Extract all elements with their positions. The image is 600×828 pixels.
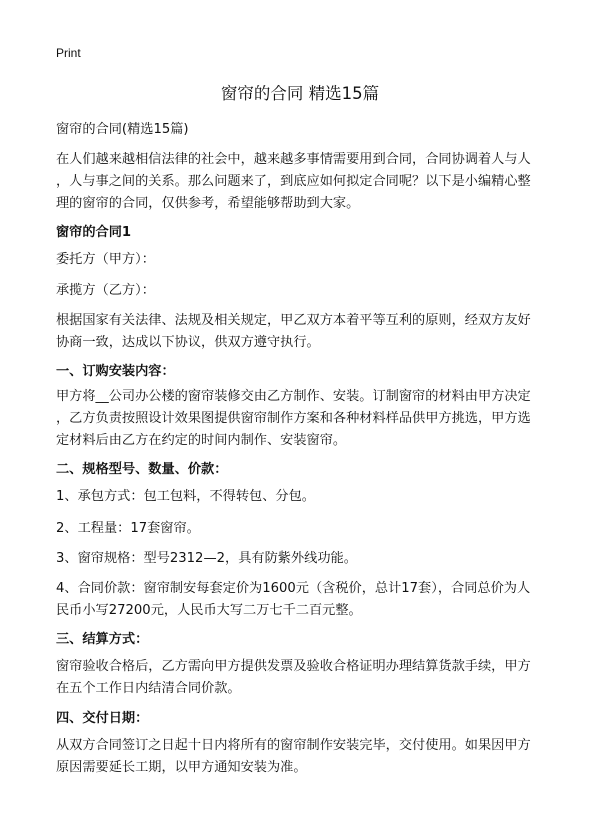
client-line: 委托方（甲方）： [56, 252, 155, 267]
document-subtitle: 窗帘的合同(精选15篇) [56, 122, 189, 137]
basis-line-1: 根据国家有关法律、法规及相关规定，甲乙双方本着平等互利的原则，经双方友好 [56, 313, 531, 328]
section-heading: 窗帘的合同1 [56, 225, 132, 240]
delivery-line-1: 从双方合同签订之日起十日内将所有的窗帘制作安装完毕，交付使用。如果因甲方 [56, 738, 531, 753]
spec-item-4-line-2: 民币小写27200元，人民币大写二万七千二百元整。 [56, 603, 362, 618]
intro-line-3: 理的窗帘的合同，仅供参考，希望能够帮助到大家。 [56, 196, 360, 211]
intro-line-2: ，人与事之间的关系。那么问题来了，到底应如何拟定合同呢？以下是小编精心整 [56, 174, 531, 189]
print-label[interactable]: Print [56, 46, 81, 60]
order-line-1: 甲方将__公司办公楼的窗帘装修交由乙方制作、安装。订制窗帘的材料由甲方决定 [56, 389, 531, 404]
heading-order: 一、订购安装内容： [56, 364, 175, 379]
basis-line-2: 协商一致，达成以下协议，供双方遵守执行。 [56, 335, 320, 350]
spec-item-2: 2、工程量：17套窗帘。 [56, 521, 200, 536]
spec-item-3: 3、窗帘规格：型号2312—2，具有防紫外线功能。 [56, 551, 357, 566]
document-title: 窗帘的合同 精选15篇 [220, 84, 380, 103]
heading-delivery: 四、交付日期： [56, 711, 149, 726]
intro-line-1: 在人们越来越相信法律的社会中，越来越多事情需要用到合同，合同协调着人与人 [56, 152, 531, 167]
spec-item-1: 1、承包方式：包工包料，不得转包、分包。 [56, 489, 315, 504]
heading-settlement: 三、结算方式： [56, 632, 149, 647]
settlement-line-1: 窗帘验收合格后，乙方需向甲方提供发票及验收合格证明办理结算货款手续，甲方 [56, 659, 531, 674]
delivery-line-2: 原因需要延长工期，以甲方通知安装为准。 [56, 760, 307, 775]
order-line-3: 定材料后由乙方在约定的时间内制作、安装窗帘。 [56, 433, 347, 448]
settlement-line-2: 在五个工作日内结清合同价款。 [56, 681, 241, 696]
heading-spec: 二、规格型号、数量、价款： [56, 462, 228, 477]
spec-item-4-line-1: 4、合同价款：窗帘制安每套定价为1600元（含税价，总计17套），合同总价为人 [56, 581, 531, 596]
order-line-2: ，乙方负责按照设计效果图提供窗帘制作方案和各种材料样品供甲方挑选，甲方选 [56, 411, 531, 426]
contractor-line: 承揽方（乙方）： [56, 283, 155, 298]
